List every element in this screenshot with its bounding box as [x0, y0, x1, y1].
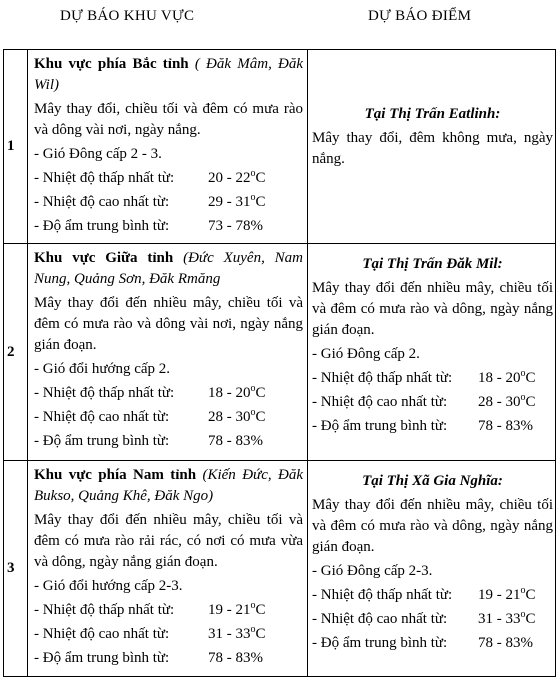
point-title: Tại Thị Trấn Eatlinh:: [364, 106, 501, 122]
region-places: (Kiến Đức, Đăk Bukso, Quảng Khê, Đăk Ngo): [34, 467, 303, 504]
region-cell: [28, 244, 308, 461]
region-humidity: [34, 216, 303, 237]
point-description: Mây thay đổi, đêm không mưa, ngày nắng.: [312, 130, 553, 167]
min-temp-value: 18 - 20$^o$C: [208, 383, 266, 401]
max-temp-value: 29 - 31$^o$C: [208, 192, 266, 210]
min-temp-value: 18 - 20$^o$C: [478, 368, 536, 386]
row-number: 1: [4, 50, 28, 244]
point-title: Tại Thị Xã Gia Nghĩa:: [362, 473, 503, 489]
humidity-value: 78 - 83%: [208, 650, 263, 666]
row-number: 2: [4, 244, 28, 461]
point-humidity: [312, 416, 553, 437]
max-temp-value: 28 - 30$^o$C: [208, 407, 266, 425]
point-description: Mây thay đổi đến nhiều mây, chiều tối và đêm có mưa rào và dông, ngày nắng gián đoạn.: [312, 280, 553, 338]
point-max-temp: [312, 609, 553, 630]
region-description: Mây thay đổi, chiều tối và đêm có mưa rào và dông vài nơi, ngày nắng.: [34, 101, 303, 138]
min-temp-label: - Nhiệt độ thấp nhất từ:: [34, 385, 175, 401]
humidity-label: - Độ ẩm trung bình từ:: [34, 433, 170, 449]
max-temp-label: - Nhiệt độ cao nhất từ:: [34, 409, 170, 425]
region-max-temp: [34, 624, 303, 645]
header-regional-forecast: DỰ BÁO KHU VỰC: [60, 8, 195, 24]
point-title: Tại Thị Trấn Đăk Mil:: [362, 256, 503, 272]
region-min-temp: [34, 168, 303, 189]
region-wind: - Gió Đông cấp 2 - 3.: [34, 146, 162, 162]
region-places: ( Đăk Mâm, Đăk Wil): [34, 56, 303, 93]
region-name: Khu vực phía Nam tỉnh: [34, 467, 197, 483]
min-temp-value: 19 - 21$^o$C: [478, 585, 536, 603]
humidity-value: 78 - 83%: [208, 433, 263, 449]
min-temp-label: - Nhiệt độ thấp nhất từ:: [312, 370, 453, 386]
point-cell: [308, 50, 556, 244]
humidity-label: - Độ ẩm trung bình từ:: [312, 418, 448, 434]
min-temp-value: 19 - 21$^o$C: [208, 600, 266, 618]
min-temp-label: - Nhiệt độ thấp nhất từ:: [34, 170, 175, 186]
table-row: [4, 244, 556, 461]
humidity-value: 73 - 78%: [208, 218, 263, 234]
region-places: (Đức Xuyên, Nam Nung, Quảng Sơn, Đăk Rmăng: [34, 250, 303, 287]
region-min-temp: [34, 383, 303, 404]
region-min-temp: [34, 600, 303, 621]
forecast-table: [3, 49, 556, 677]
humidity-label: - Độ ẩm trung bình từ:: [312, 635, 448, 651]
region-cell: [28, 461, 308, 677]
table-row: [4, 461, 556, 677]
max-temp-label: - Nhiệt độ cao nhất từ:: [34, 194, 170, 210]
point-min-temp: [312, 585, 553, 606]
region-name: Khu vực phía Bắc tỉnh: [34, 56, 189, 72]
point-wind: - Gió Đông cấp 2.: [312, 346, 420, 362]
min-temp-value: 20 - 22$^o$C: [208, 168, 266, 186]
region-humidity: [34, 648, 303, 669]
point-wind: - Gió Đông cấp 2-3.: [312, 563, 433, 579]
row-number: 3: [4, 461, 28, 677]
max-temp-label: - Nhiệt độ cao nhất từ:: [312, 394, 448, 410]
region-wind: - Gió đổi hướng cấp 2-3.: [34, 578, 183, 594]
max-temp-label: - Nhiệt độ cao nhất từ:: [34, 626, 170, 642]
humidity-label: - Độ ẩm trung bình từ:: [34, 650, 170, 666]
region-description: Mây thay đổi đến nhiều mây, chiều tối và đêm có mưa rào rải rác, có nơi có mưa vừa và dông, ngày nắng gián đoạn.: [34, 512, 303, 570]
point-humidity: [312, 633, 553, 654]
humidity-value: 78 - 83%: [478, 635, 533, 651]
region-title: [34, 465, 303, 507]
region-max-temp: [34, 407, 303, 428]
min-temp-label: - Nhiệt độ thấp nhất từ:: [34, 602, 175, 618]
point-cell: [308, 244, 556, 461]
region-cell: [28, 50, 308, 244]
region-wind: - Gió đổi hướng cấp 2.: [34, 361, 171, 377]
humidity-value: 78 - 83%: [478, 418, 533, 434]
region-description: Mây thay đổi đến nhiều mây, chiều tối và đêm có mưa rào và dông vài nơi, ngày nắng gián đoạn.: [34, 295, 303, 353]
region-title: [34, 248, 303, 290]
point-min-temp: [312, 368, 553, 389]
region-max-temp: [34, 192, 303, 213]
point-description: Mây thay đổi đến nhiều mây, chiều tối và đêm có mưa rào và dông, ngày nắng gián đoạn.: [312, 497, 553, 555]
header-point-forecast: DỰ BÁO ĐIỂM: [368, 8, 472, 24]
max-temp-value: 28 - 30$^o$C: [478, 392, 536, 410]
region-title: [34, 54, 303, 96]
region-humidity: [34, 431, 303, 452]
region-name: Khu vực Giữa tỉnh: [34, 250, 174, 266]
point-max-temp: [312, 392, 553, 413]
min-temp-label: - Nhiệt độ thấp nhất từ:: [312, 587, 453, 603]
max-temp-value: 31 - 33$^o$C: [208, 624, 266, 642]
max-temp-label: - Nhiệt độ cao nhất từ:: [312, 611, 448, 627]
humidity-label: - Độ ẩm trung bình từ:: [34, 218, 170, 234]
table-row: [4, 50, 556, 244]
point-cell: [308, 461, 556, 677]
max-temp-value: 31 - 33$^o$C: [478, 609, 536, 627]
